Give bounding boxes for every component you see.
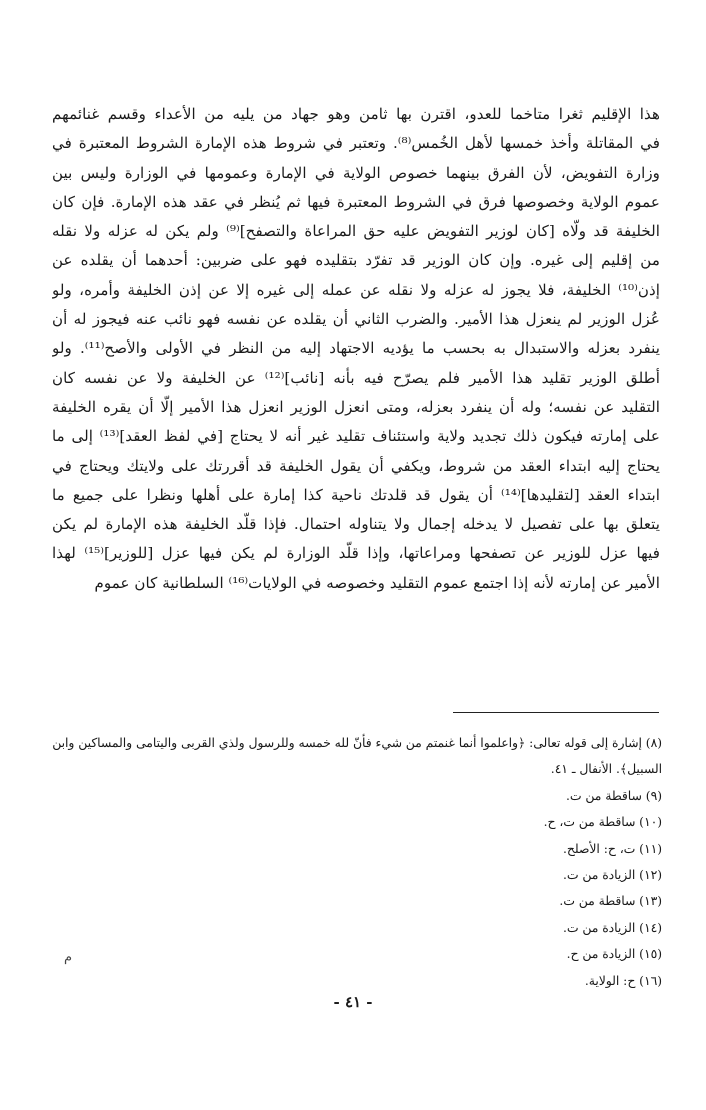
footnote-11: (١١) ت، ح: الأصلح. [563, 841, 662, 856]
text-line: الأمير عن إمارته لأنه إذا اجتمع عموم التقليد وخصوصه في الولايات⁽¹⁶⁾ السلطانية كان عموم [94, 573, 660, 592]
footnote-9: (٩) ساقطة من ت. [566, 788, 662, 803]
page-number: - ٤١ - [333, 993, 373, 1011]
footnotes [52, 730, 662, 994]
footnote-12: (١٢) الزيادة من ت. [562, 868, 662, 883]
text-line: أطلق الوزير تقليد هذا الأمير فلم يصرّح فيه بأنه [نائب]⁽¹²⁾ عن الخليفة ولا عن نفسه كان [52, 368, 660, 387]
text-line: عُزل الوزير لم ينعزل هذا الأمير. والضرب الثاني أن يقلده عن نفسه فهو نائب عنه فيجوز له أن [52, 310, 660, 329]
text-line: في المقاتلة وأخذ خمسها لأهل الخُمس⁽⁸⁾. وتعتبر في شروط هذه الإمارة الشروط المعتبرة في [52, 134, 660, 153]
text-line: هذا الإقليم ثغرا متاخما للعدو، اقترن بها ثامن وهو جهاد من يليه من الأعداء وقسم غنائمهم [52, 105, 660, 123]
text-line: الخليفة قد ولّاه [كان لوزير التفويض عليه حق المراعاة والتصفح]⁽⁹⁾ ولم يكن له عزله ولا نقله [52, 222, 660, 241]
footnote-16: (١٦) ح: الولاية. [584, 973, 662, 988]
text-line: وزارة التفويض، لأن الفرق بينهما خصوص الولاية في الإمارة وعمومها في الوزارة وليس بين [52, 163, 660, 182]
footnote-8: (٨) إشارة إلى قوله تعالى: ﴿واعلموا أنما غنمتم من شيء فأنّ لله خمسه وللرسول ولذي القربى واليتامى والمساكين وابن [52, 736, 662, 750]
main-text [52, 100, 660, 598]
text-line: ينفرد بعزله والاستبدال به بحسب ما يؤديه الاجتهاد إليه من النظر في الأولى والأصح⁽¹¹⁾. ولو [52, 339, 660, 358]
footnote-14: (١٤) الزيادة من ت. [562, 920, 662, 935]
footnote-8-continued: السبيل﴾. الأنفال ـ ٤١. [550, 762, 662, 777]
footnote-15: (١٥) الزيادة من ح. [566, 947, 662, 962]
text-line: من إقليم إلى غيره. وإن كان الوزير قد تفرّد بتقليده فهو على ضربين: أحدهما أن يقلده عن [52, 251, 660, 270]
text-line: التقليد عن نفسه؛ وله أن ينفرد بعزله، ومتى انعزل الوزير انعزل هذا الأمير إلّا أن يقره الخليفة [52, 397, 660, 416]
footnote-13: (١٣) ساقطة من ت. [559, 894, 662, 909]
text-line: على إمارته فيكون ذلك تجديد ولاية واستئناف تقليد غير أنه لا يحتاج [في لفظ العقد]⁽¹³⁾ إلى ما [52, 427, 660, 446]
text-line: فيها عزل للوزير عن تصفحها ومراعاتها، وإذا قلّد الوزارة لم يكن فيها عزل [للوزير]⁽¹⁵⁾ لهذا [52, 544, 660, 563]
footnote-10: (١٠) ساقطة من ت، ح. [543, 815, 662, 830]
margin-mark: م [64, 950, 73, 965]
text-line: عموم الولاية وخصوصها فرق في الشروط المعتبرة فيها ثم يُنظر في عقد هذه الإمارة. فإن كان [52, 192, 660, 211]
text-line: إذن⁽¹⁰⁾ الخليفة، فلا يجوز له عزله ولا نقله عن عمله إلى غيره إلا عن إذن الخليفة وأمره، ولو [52, 280, 660, 299]
text-line: يحتاج إليه ابتداء العقد من شروط، ويكفي أن يقول الخليفة قد أقررتك على ولايتك ويحتاج في [52, 456, 660, 475]
footnote-divider [453, 712, 659, 713]
text-line: يتعلق بها على تفصيل لا يدخله إجمال ولا يتناوله احتمال. فإذا قلّد الخليفة هذه الإمارة لم يكن [52, 515, 660, 534]
text-line: ابتداء العقد [لتقليدها]⁽¹⁴⁾ أن يقول قد قلدتك ناحية كذا إمارة على أهلها ونظرا على جميع ما [52, 485, 660, 504]
